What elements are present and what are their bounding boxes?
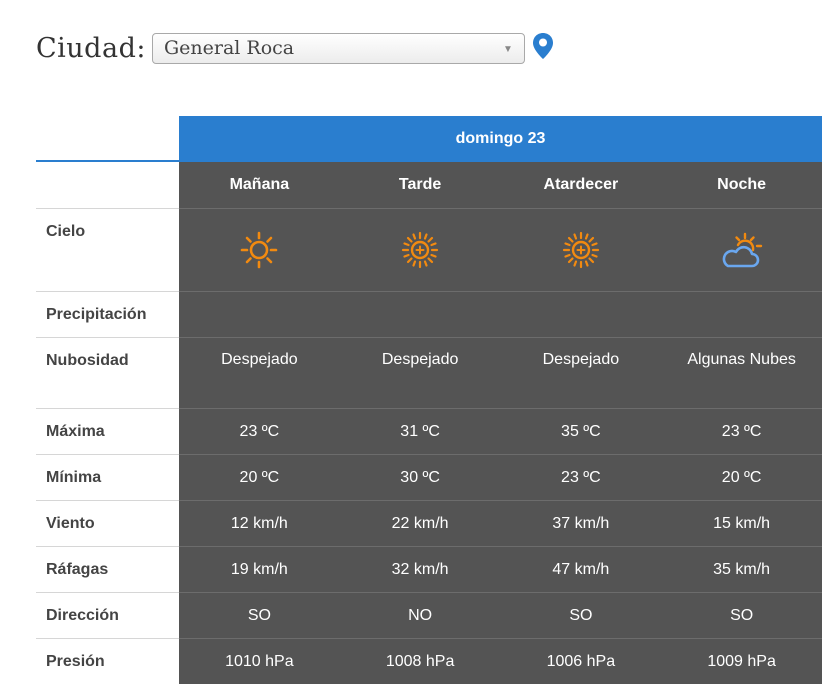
period-row — [36, 162, 822, 208]
row-label-max: Máxima — [36, 408, 179, 454]
gust-cell: 32 km/h — [391, 560, 449, 578]
wind-row — [36, 500, 822, 546]
min-cell: 23 ºC — [561, 468, 601, 486]
day-title: domingo 23 — [179, 116, 822, 162]
map-pin-icon[interactable] — [532, 32, 554, 60]
period-night: Noche — [717, 176, 767, 193]
period-label-blank — [36, 162, 179, 208]
period-afternoon: Tarde — [398, 176, 442, 193]
pressure-cell: 1009 hPa — [707, 652, 776, 670]
direction-cell: SO — [730, 606, 754, 624]
hot-sun-icon — [501, 209, 662, 291]
partly-cloudy-icon — [661, 209, 822, 291]
direction-cell: SO — [247, 606, 271, 624]
min-cell: 20 ºC — [239, 468, 280, 486]
city-selector-row — [36, 30, 525, 66]
header-corner — [36, 116, 179, 162]
city-select[interactable] — [152, 33, 525, 64]
row-label-direction: Dirección — [36, 592, 179, 638]
min-row — [36, 454, 822, 500]
city-label: Ciudad: — [36, 32, 146, 64]
cloud-cell: Despejado — [381, 351, 459, 368]
gust-cell: 19 km/h — [230, 560, 288, 578]
row-label-wind: Viento — [36, 500, 179, 546]
max-cell: 23 ºC — [721, 422, 762, 440]
pressure-cell: 1006 hPa — [546, 652, 616, 670]
max-cell: 35 ºC — [561, 422, 601, 440]
row-label-precip: Precipitación — [36, 291, 179, 337]
cloud-cell: Despejado — [221, 351, 298, 368]
wind-cell: 12 km/h — [230, 514, 288, 532]
row-label-pressure: Presión — [36, 638, 179, 684]
sun-icon — [179, 209, 340, 291]
precip-cell — [661, 292, 822, 337]
chevron-down-icon: ▼ — [503, 43, 513, 55]
cloud-cell: Algunas Nubes — [687, 351, 796, 368]
direction-cell: NO — [408, 606, 433, 624]
forecast-table — [36, 116, 822, 684]
row-label-sky: Cielo — [36, 208, 179, 291]
wind-cell: 15 km/h — [713, 514, 771, 532]
pressure-cell: 1008 hPa — [385, 652, 455, 670]
pressure-row — [36, 638, 822, 684]
city-select-value: General Roca — [163, 37, 295, 59]
pressure-cell: 1010 hPa — [225, 652, 294, 670]
precip-cell — [340, 292, 501, 337]
direction-row — [36, 592, 822, 638]
period-dusk: Atardecer — [543, 176, 619, 193]
precip-cell — [501, 292, 662, 337]
wind-cell: 22 km/h — [391, 514, 449, 532]
day-header-row — [36, 116, 822, 162]
gust-cell: 35 km/h — [713, 560, 771, 578]
hot-sun-icon — [340, 209, 501, 291]
precip-cell — [179, 292, 340, 337]
row-label-gust: Ráfagas — [36, 546, 179, 592]
precip-row — [36, 291, 822, 337]
max-row — [36, 408, 822, 454]
period-morning: Mañana — [229, 176, 290, 193]
gust-row — [36, 546, 822, 592]
row-label-cloud: Nubosidad — [36, 337, 179, 408]
cloud-row — [36, 337, 822, 408]
max-cell: 23 ºC — [239, 422, 280, 440]
sky-row — [36, 208, 822, 291]
row-label-min: Mínima — [36, 454, 179, 500]
cloud-cell: Despejado — [542, 351, 620, 368]
direction-cell: SO — [569, 606, 593, 624]
min-cell: 20 ºC — [721, 468, 762, 486]
wind-cell: 37 km/h — [552, 514, 610, 532]
gust-cell: 47 km/h — [552, 560, 610, 578]
min-cell: 30 ºC — [400, 468, 440, 486]
max-cell: 31 ºC — [400, 422, 440, 440]
